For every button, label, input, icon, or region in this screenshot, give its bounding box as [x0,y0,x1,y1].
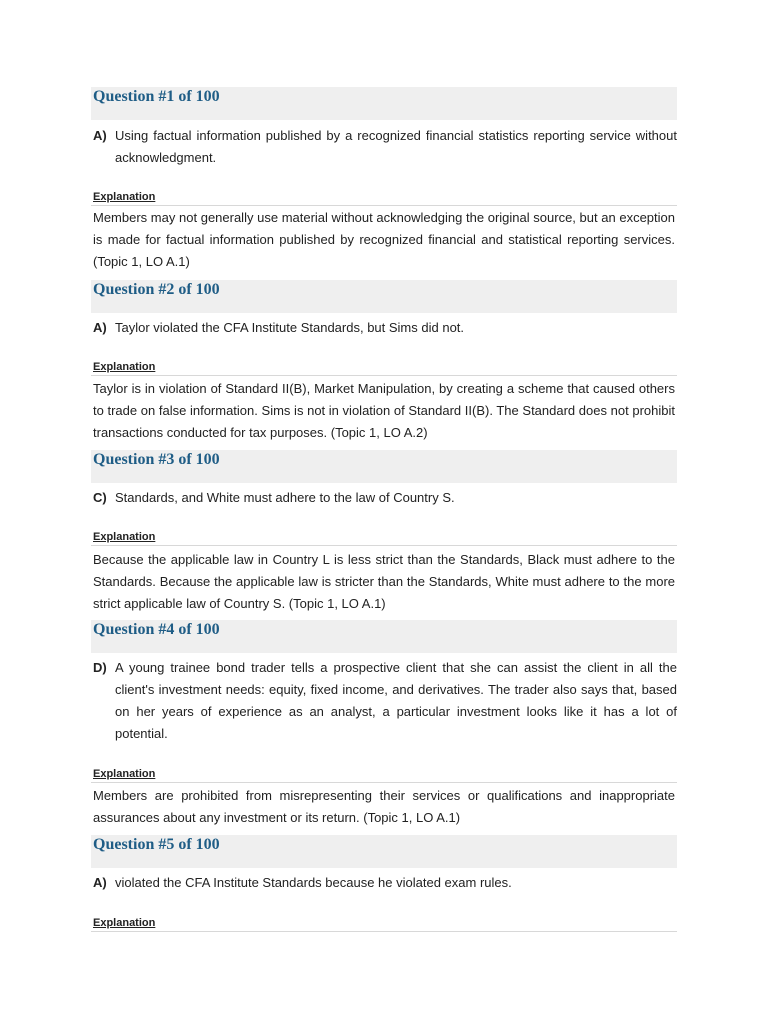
explanation-text: Members may not generally use material without acknowledging the original source, but an exception is made for factual information published by recognized financial and statistical reporting services. (Topic 1, LO A.1) [93,210,675,269]
answer-text: A young trainee bond trader tells a prospective client that she can assist the client in all the client's investment needs: equity, fixed income, and derivatives. The trader also says that, based on her years of experience as an analyst, a particular investment looks like it has a lot of potential. [115,660,677,741]
explanation-label: Explanation [93,191,156,203]
answer-choice [93,125,677,169]
question-header [91,450,677,483]
answer-text: Taylor violated the CFA Institute Standards, but Sims did not. [115,320,465,335]
answer-letter: A) [93,320,107,335]
question-header [91,620,677,653]
explanation-label: Explanation [93,768,156,780]
answer-letter: D) [93,660,107,675]
question-header [91,835,677,868]
answer-letter: A) [93,128,107,143]
question-title: Question #1 of 100 [93,88,220,105]
explanation-divider [91,375,677,376]
explanation-text: Members are prohibited from misrepresenting their services or qualifications and inappropriate assurances about any investment or its return. (Topic 1, LO A.1) [93,788,675,825]
answer-choice [93,487,677,509]
answer-choice [93,657,677,745]
answer-choice [93,317,677,339]
question-header [91,280,677,313]
answer-text: Standards, and White must adhere to the law of Country S. [115,490,455,505]
answer-letter: C) [93,490,107,505]
answer-letter: A) [93,875,107,890]
explanation-label: Explanation [93,531,156,543]
answer-choice [93,872,677,894]
explanation-divider [91,782,677,783]
question-title: Question #3 of 100 [93,451,220,468]
explanation-label: Explanation [93,361,156,373]
question-header [91,87,677,120]
question-title: Question #5 of 100 [93,836,220,853]
explanation-divider [91,205,677,206]
question-title: Question #4 of 100 [93,621,220,638]
explanation-text: Because the applicable law in Country L is less strict than the Standards, Black must adhere to the Standards. Because the applicable law is stricter than the Standards, White must adhere to the more strict applicable law of Country S. (Topic 1, LO A.1) [93,552,675,611]
explanation-divider [91,931,677,932]
explanation-text: Taylor is in violation of Standard II(B), Market Manipulation, by creating a scheme that caused others to trade on false information. Sims is not in violation of Standard II(B). The Standard does not prohibit transactions conducted for tax purposes. (Topic 1, LO A.2) [93,381,675,440]
explanation-divider [91,545,677,546]
explanation-label: Explanation [93,917,156,929]
question-title: Question #2 of 100 [93,281,220,298]
answer-text: Using factual information published by a recognized financial statistics reporting service without acknowledgment. [115,128,677,165]
answer-text: violated the CFA Institute Standards because he violated exam rules. [115,875,512,890]
